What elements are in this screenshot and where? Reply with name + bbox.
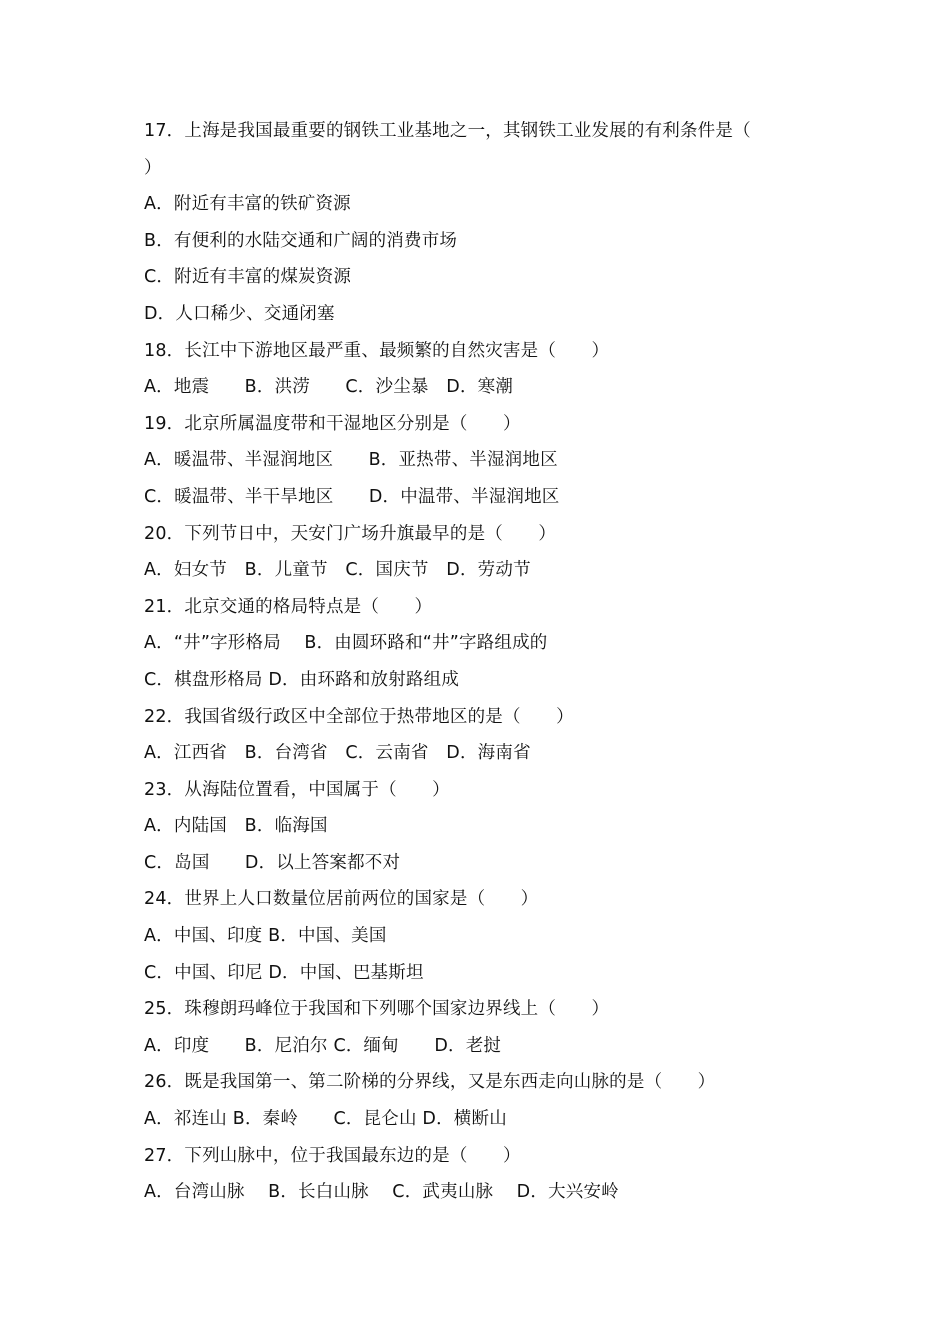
question-27-stem: 27．下列山脉中，位于我国最东边的是（ ） xyxy=(144,1145,521,1166)
question-22-options: A．江西省 B．台湾省 C．云南省 D．海南省 xyxy=(144,743,531,764)
question-17-stem: 17．上海是我国最重要的钢铁工业基地之一，其钢铁工业发展的有利条件是（ xyxy=(144,121,751,141)
question-23-options-ab: A．内陆国 B．临海国 xyxy=(144,816,328,837)
question-27-options: A．台湾山脉 B．长白山脉 C．武夷山脉 D．大兴安岭 xyxy=(144,1182,619,1203)
question-17-option-b: B．有便利的水陆交通和广阔的消费市场 xyxy=(144,230,458,251)
question-list xyxy=(144,113,824,1211)
question-25-stem: 25．珠穆朗玛峰位于我国和下列哪个国家边界线上（ ） xyxy=(144,999,610,1020)
question-24-options-cd: C．中国、印尼 D．中国、巴基斯坦 xyxy=(144,962,424,983)
question-21-options-ab: A．“井”字形格局 B．由圆环路和“井”字路组成的 xyxy=(144,633,548,654)
question-21-stem: 21．北京交通的格局特点是（ ） xyxy=(144,596,433,617)
question-17-option-c: C．附近有丰富的煤炭资源 xyxy=(144,267,352,288)
question-23-stem: 23．从海陆位置看，中国属于（ ） xyxy=(144,779,450,800)
question-20-options: A．妇女节 B．儿童节 C．国庆节 D．劳动节 xyxy=(144,560,531,581)
question-25-options: A．印度 B．尼泊尔 C．缅甸 D．老挝 xyxy=(144,1035,502,1056)
question-19-options-ab: A．暖温带、半湿润地区 B．亚热带、半湿润地区 xyxy=(144,450,558,471)
question-18-stem: 18．长江中下游地区最严重、最频繁的自然灾害是（ ） xyxy=(144,340,610,361)
question-19-options-cd: C．暖温带、半干旱地区 D．中温带、半湿润地区 xyxy=(144,486,560,507)
question-17-option-a: A．附近有丰富的铁矿资源 xyxy=(144,194,351,215)
question-24-options-ab: A．中国、印度 B．中国、美国 xyxy=(144,926,387,947)
question-23-options-cd: C．岛国 D．以上答案都不对 xyxy=(144,852,401,873)
question-17-option-d: D．人口稀少、交通闭塞 xyxy=(144,303,335,324)
question-20-stem: 20．下列节日中，天安门广场升旗最早的是（ ） xyxy=(144,523,557,544)
question-26-stem: 26．既是我国第一、第二阶梯的分界线，又是东西走向山脉的是（ ） xyxy=(144,1072,716,1093)
question-19-stem: 19．北京所属温度带和干湿地区分别是（ ） xyxy=(144,413,521,434)
question-26-options: A．祁连山 B．秦岭 C．昆仑山 D．横断山 xyxy=(144,1109,507,1130)
question-22-stem: 22．我国省级行政区中全部位于热带地区的是（ ） xyxy=(144,706,574,727)
question-17-stem-continued: ） xyxy=(144,157,162,178)
question-21-options-cd: C．棋盘形格局 D．由环路和放射路组成 xyxy=(144,669,460,690)
question-24-stem: 24．世界上人口数量位居前两位的国家是（ ） xyxy=(144,889,539,910)
question-18-options: A．地震 B．洪涝 C．沙尘暴 D．寒潮 xyxy=(144,377,514,398)
